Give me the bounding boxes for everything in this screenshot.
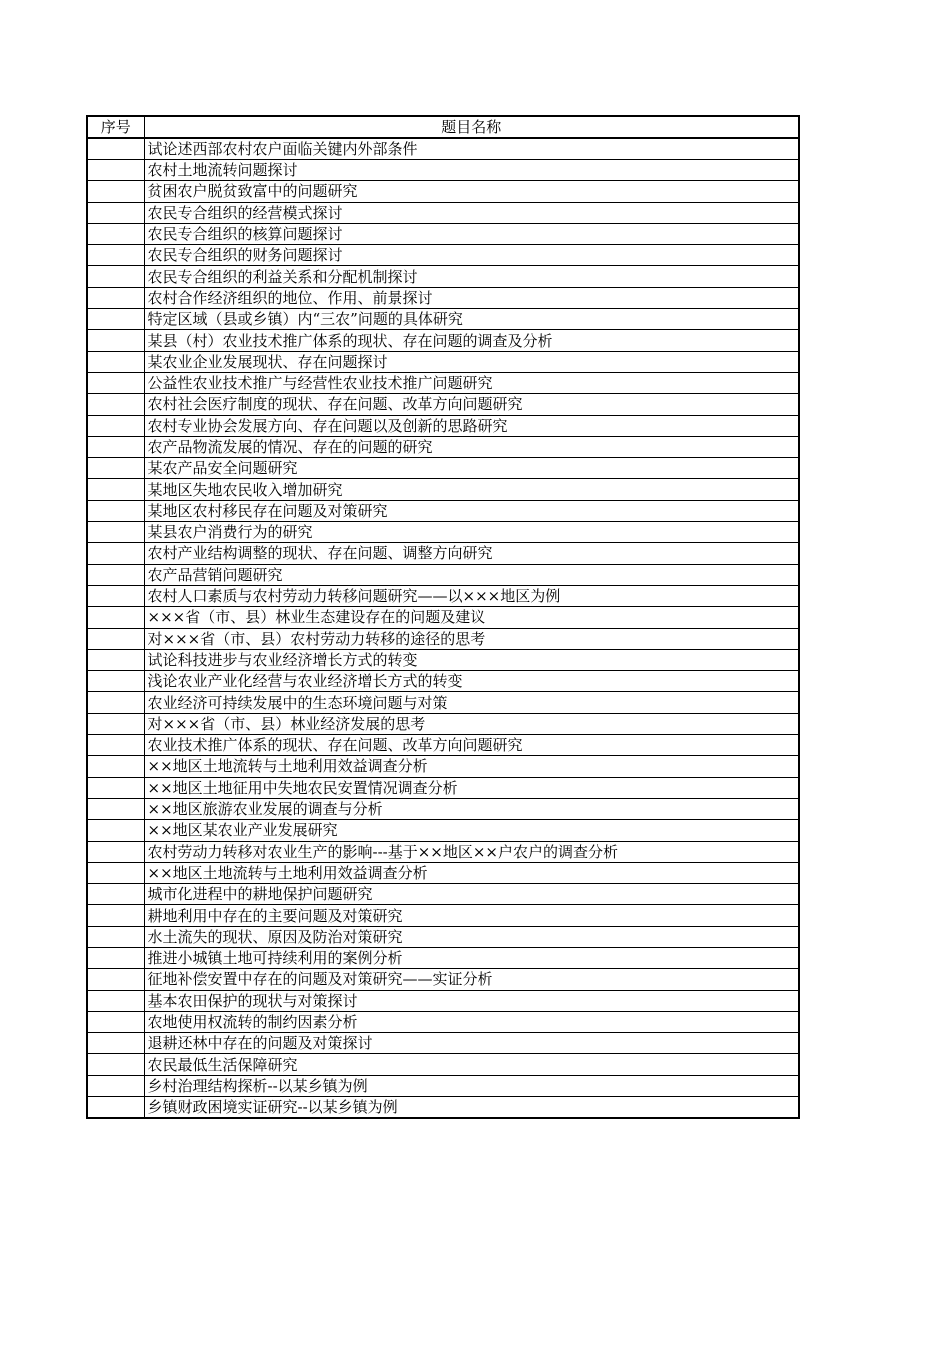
topic-title-cell: ××地区土地征用中失地农民安置情况调查分析 bbox=[144, 777, 799, 798]
row-index-cell bbox=[87, 181, 144, 202]
table-row bbox=[87, 415, 799, 436]
row-index-cell bbox=[87, 1075, 144, 1096]
table-row bbox=[87, 458, 799, 479]
table-row bbox=[87, 1097, 799, 1119]
topic-title-cell: 试论科技进步与农业经济增长方式的转变 bbox=[144, 649, 799, 670]
row-index-cell bbox=[87, 756, 144, 777]
table-row bbox=[87, 692, 799, 713]
table-row bbox=[87, 1075, 799, 1096]
table-row bbox=[87, 926, 799, 947]
topic-title-cell: 城市化进程中的耕地保护问题研究 bbox=[144, 884, 799, 905]
table-row bbox=[87, 947, 799, 968]
table-row bbox=[87, 351, 799, 372]
table-row bbox=[87, 1011, 799, 1032]
topic-title-cell: 农业经济可持续发展中的生态环境问题与对策 bbox=[144, 692, 799, 713]
table-row bbox=[87, 479, 799, 500]
row-index-cell bbox=[87, 1054, 144, 1075]
topic-title-cell: 农村专业协会发展方向、存在问题以及创新的思路研究 bbox=[144, 415, 799, 436]
row-index-cell bbox=[87, 223, 144, 244]
table-row bbox=[87, 160, 799, 181]
topic-title-cell: 农产品营销问题研究 bbox=[144, 564, 799, 585]
topic-title-cell: 农业技术推广体系的现状、存在问题、改革方向问题研究 bbox=[144, 735, 799, 756]
row-index-cell bbox=[87, 500, 144, 521]
table-row bbox=[87, 266, 799, 287]
row-index-cell bbox=[87, 990, 144, 1011]
table-row bbox=[87, 798, 799, 819]
row-index-cell bbox=[87, 905, 144, 926]
row-index-cell bbox=[87, 649, 144, 670]
topic-title-cell: 某地区失地农民收入增加研究 bbox=[144, 479, 799, 500]
row-index-cell bbox=[87, 564, 144, 585]
row-index-cell bbox=[87, 415, 144, 436]
topic-title-cell: 某地区农村移民存在问题及对策研究 bbox=[144, 500, 799, 521]
table-row bbox=[87, 884, 799, 905]
topic-title-cell: 推进小城镇土地可持续利用的案例分析 bbox=[144, 947, 799, 968]
topic-title-cell: 对×××省（市、县）林业经济发展的思考 bbox=[144, 713, 799, 734]
table-row bbox=[87, 905, 799, 926]
topic-title-cell: 农地使用权流转的制约因素分析 bbox=[144, 1011, 799, 1032]
topic-title-cell: 对×××省（市、县）农村劳动力转移的途径的思考 bbox=[144, 628, 799, 649]
table-row bbox=[87, 309, 799, 330]
table-row bbox=[87, 372, 799, 393]
row-index-cell bbox=[87, 862, 144, 883]
row-index-cell bbox=[87, 160, 144, 181]
topic-title-cell: 农民专合组织的利益关系和分配机制探讨 bbox=[144, 266, 799, 287]
table-row bbox=[87, 585, 799, 606]
topic-title-cell: 农民专合组织的经营模式探讨 bbox=[144, 202, 799, 223]
topic-title-cell: 乡镇财政困境实证研究--以某乡镇为例 bbox=[144, 1097, 799, 1119]
table-row bbox=[87, 564, 799, 585]
table-row bbox=[87, 436, 799, 457]
table-row bbox=[87, 671, 799, 692]
table-row bbox=[87, 330, 799, 351]
row-index-cell bbox=[87, 1033, 144, 1054]
row-index-cell bbox=[87, 394, 144, 415]
topic-title-cell: 农村社会医疗制度的现状、存在问题、改革方向问题研究 bbox=[144, 394, 799, 415]
index-column-header: 序号 bbox=[87, 116, 144, 138]
topic-title-cell: 水土流失的现状、原因及防治对策研究 bbox=[144, 926, 799, 947]
table-row bbox=[87, 820, 799, 841]
topic-title-cell: 退耕还林中存在的问题及对策探讨 bbox=[144, 1033, 799, 1054]
row-index-cell bbox=[87, 841, 144, 862]
table-row bbox=[87, 969, 799, 990]
row-index-cell bbox=[87, 138, 144, 160]
row-index-cell bbox=[87, 585, 144, 606]
topic-title-cell: 试论述西部农村农户面临关键内外部条件 bbox=[144, 138, 799, 160]
row-index-cell bbox=[87, 1097, 144, 1119]
topic-title-cell: 某县（村）农业技术推广体系的现状、存在问题的调查及分析 bbox=[144, 330, 799, 351]
row-index-cell bbox=[87, 820, 144, 841]
topic-title-cell: 农村产业结构调整的现状、存在问题、调整方向研究 bbox=[144, 543, 799, 564]
row-index-cell bbox=[87, 330, 144, 351]
row-index-cell bbox=[87, 607, 144, 628]
table-row bbox=[87, 990, 799, 1011]
topic-table bbox=[86, 115, 800, 1119]
row-index-cell bbox=[87, 628, 144, 649]
table-row bbox=[87, 500, 799, 521]
topic-title-cell: 特定区域（县或乡镇）内“三农”问题的具体研究 bbox=[144, 309, 799, 330]
row-index-cell bbox=[87, 287, 144, 308]
topic-title-cell: ×××省（市、县）林业生态建设存在的问题及建议 bbox=[144, 607, 799, 628]
topic-title-cell: 某农产品安全问题研究 bbox=[144, 458, 799, 479]
topic-title-cell: 农村劳动力转移对农业生产的影响---基于××地区××户农户的调查分析 bbox=[144, 841, 799, 862]
row-index-cell bbox=[87, 798, 144, 819]
row-index-cell bbox=[87, 671, 144, 692]
row-index-cell bbox=[87, 926, 144, 947]
topic-title-cell: 农村人口素质与农村劳动力转移问题研究——以×××地区为例 bbox=[144, 585, 799, 606]
topic-title-cell: 公益性农业技术推广与经营性农业技术推广问题研究 bbox=[144, 372, 799, 393]
row-index-cell bbox=[87, 372, 144, 393]
row-index-cell bbox=[87, 458, 144, 479]
topic-title-cell: 农民专合组织的财务问题探讨 bbox=[144, 245, 799, 266]
row-index-cell bbox=[87, 436, 144, 457]
row-index-cell bbox=[87, 351, 144, 372]
table-row bbox=[87, 522, 799, 543]
topic-title-cell: ××地区旅游农业发展的调查与分析 bbox=[144, 798, 799, 819]
row-index-cell bbox=[87, 713, 144, 734]
header-row bbox=[87, 116, 799, 138]
topic-title-cell: 浅论农业产业化经营与农业经济增长方式的转变 bbox=[144, 671, 799, 692]
row-index-cell bbox=[87, 543, 144, 564]
topic-title-cell: 农产品物流发展的情况、存在的问题的研究 bbox=[144, 436, 799, 457]
row-index-cell bbox=[87, 777, 144, 798]
row-index-cell bbox=[87, 969, 144, 990]
topic-title-cell: ××地区某农业产业发展研究 bbox=[144, 820, 799, 841]
table-row bbox=[87, 181, 799, 202]
table-row bbox=[87, 543, 799, 564]
topic-title-cell: 农村土地流转问题探讨 bbox=[144, 160, 799, 181]
topic-title-cell: 征地补偿安置中存在的问题及对策研究——实证分析 bbox=[144, 969, 799, 990]
row-index-cell bbox=[87, 735, 144, 756]
table-row bbox=[87, 394, 799, 415]
table-row bbox=[87, 628, 799, 649]
table-row bbox=[87, 138, 799, 160]
topic-title-cell: 乡村治理结构探析--以某乡镇为例 bbox=[144, 1075, 799, 1096]
row-index-cell bbox=[87, 202, 144, 223]
table-row bbox=[87, 735, 799, 756]
table-row bbox=[87, 777, 799, 798]
topic-title-cell: ××地区土地流转与土地利用效益调查分析 bbox=[144, 862, 799, 883]
title-column-header: 题目名称 bbox=[144, 116, 799, 138]
row-index-cell bbox=[87, 245, 144, 266]
table-row bbox=[87, 607, 799, 628]
topic-list bbox=[87, 138, 799, 1118]
topic-title-cell: 农民专合组织的核算问题探讨 bbox=[144, 223, 799, 244]
topic-title-cell: ××地区土地流转与土地利用效益调查分析 bbox=[144, 756, 799, 777]
table-row bbox=[87, 223, 799, 244]
row-index-cell bbox=[87, 947, 144, 968]
table-row bbox=[87, 287, 799, 308]
row-index-cell bbox=[87, 884, 144, 905]
table-row bbox=[87, 862, 799, 883]
row-index-cell bbox=[87, 692, 144, 713]
topic-title-cell: 农民最低生活保障研究 bbox=[144, 1054, 799, 1075]
row-index-cell bbox=[87, 309, 144, 330]
table-row bbox=[87, 202, 799, 223]
row-index-cell bbox=[87, 1011, 144, 1032]
row-index-cell bbox=[87, 522, 144, 543]
topic-title-cell: 某农业企业发展现状、存在问题探讨 bbox=[144, 351, 799, 372]
table-row bbox=[87, 756, 799, 777]
table-row bbox=[87, 1054, 799, 1075]
row-index-cell bbox=[87, 266, 144, 287]
topic-title-cell: 基本农田保护的现状与对策探讨 bbox=[144, 990, 799, 1011]
topic-title-cell: 某县农户消费行为的研究 bbox=[144, 522, 799, 543]
topic-title-cell: 农村合作经济组织的地位、作用、前景探讨 bbox=[144, 287, 799, 308]
table-row bbox=[87, 713, 799, 734]
table-row bbox=[87, 245, 799, 266]
topic-title-cell: 贫困农户脱贫致富中的问题研究 bbox=[144, 181, 799, 202]
table-row bbox=[87, 649, 799, 670]
topic-title-cell: 耕地利用中存在的主要问题及对策研究 bbox=[144, 905, 799, 926]
row-index-cell bbox=[87, 479, 144, 500]
table-row bbox=[87, 841, 799, 862]
table-row bbox=[87, 1033, 799, 1054]
